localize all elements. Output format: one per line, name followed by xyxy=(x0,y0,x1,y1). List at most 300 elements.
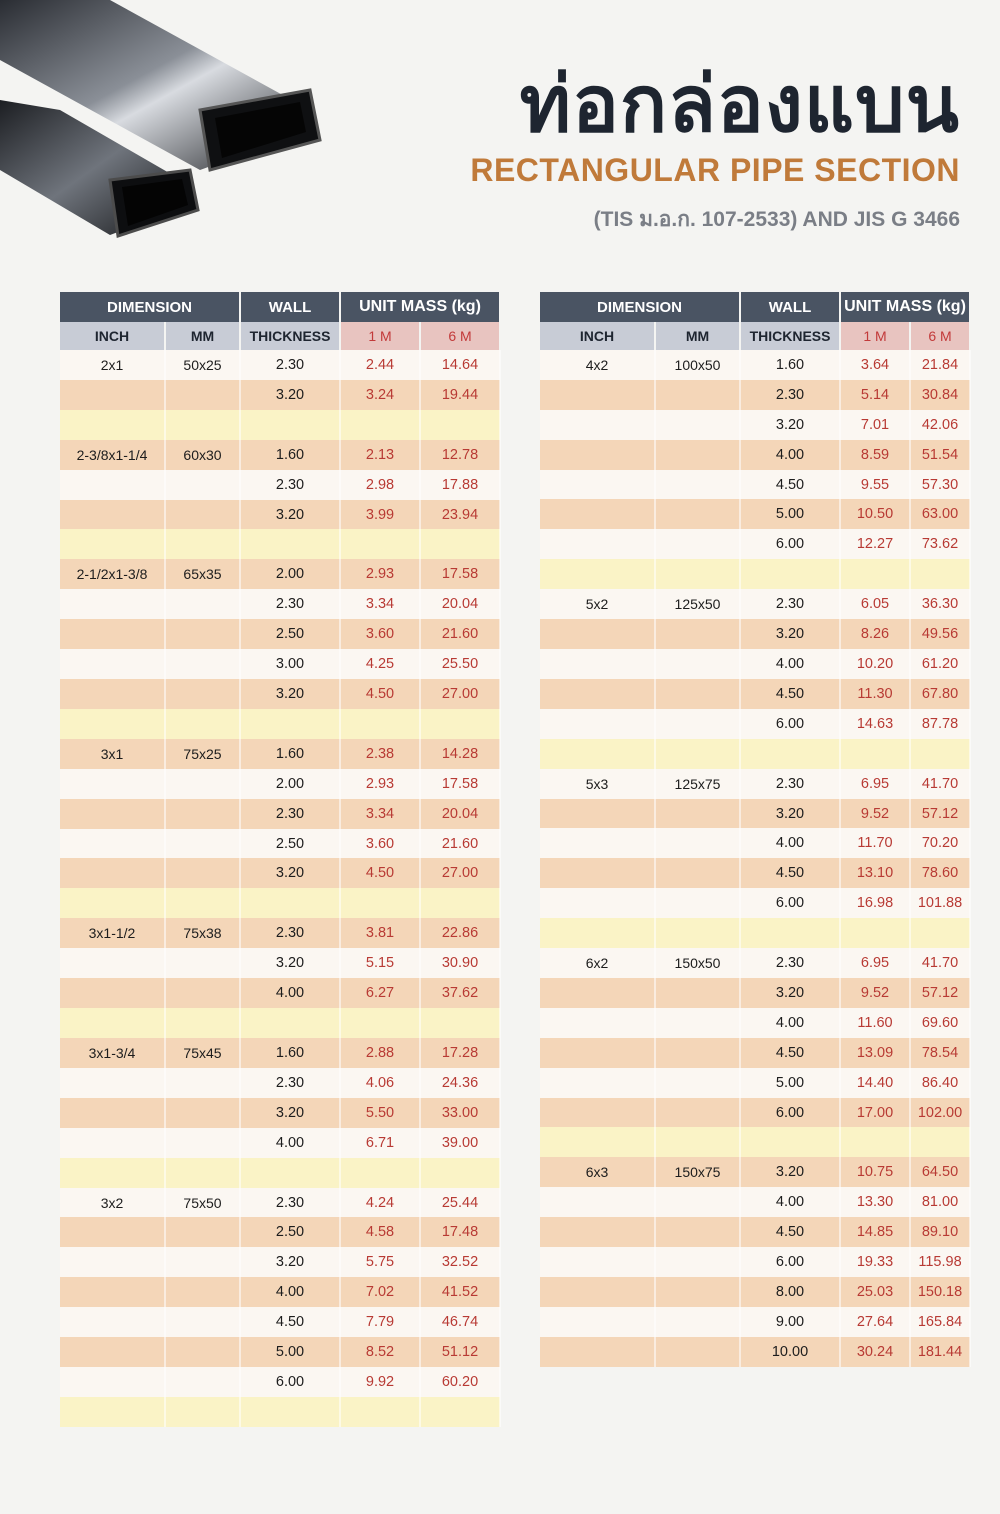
cell-mass-1m: 6.71 xyxy=(340,1128,420,1158)
spacer-row xyxy=(60,1158,500,1188)
spacer-cell xyxy=(340,1397,420,1427)
cell-wall-thickness: 4.00 xyxy=(740,1008,840,1038)
table-row xyxy=(60,1307,500,1337)
cell-mm xyxy=(165,948,240,978)
cell-mass-6m: 17.58 xyxy=(420,769,500,799)
table-row xyxy=(60,978,500,1008)
cell-inch: 2-3/8x1-1/4 xyxy=(60,440,165,470)
cell-mass-1m: 3.81 xyxy=(340,918,420,948)
cell-mass-6m: 22.86 xyxy=(420,918,500,948)
cell-inch xyxy=(540,799,655,829)
cell-wall-thickness: 4.00 xyxy=(740,1187,840,1217)
spacer-row xyxy=(60,529,500,559)
cell-mm xyxy=(165,470,240,500)
cell-mm xyxy=(655,799,740,829)
header-inch: INCH xyxy=(60,322,165,350)
cell-mm xyxy=(655,410,740,440)
cell-mass-6m: 101.88 xyxy=(910,888,970,918)
table-row xyxy=(540,1008,970,1038)
cell-mass-1m: 6.27 xyxy=(340,978,420,1008)
table-row xyxy=(540,440,970,470)
cell-mm xyxy=(655,380,740,410)
cell-mm: 50x25 xyxy=(165,350,240,380)
spacer-cell xyxy=(240,1158,340,1188)
cell-mm: 75x25 xyxy=(165,739,240,769)
header-dimension: DIMENSION xyxy=(540,292,740,322)
spacer-cell xyxy=(420,888,500,918)
spacer-row xyxy=(540,918,970,948)
table-row xyxy=(540,619,970,649)
cell-wall-thickness: 4.50 xyxy=(740,858,840,888)
cell-mass-1m: 30.24 xyxy=(840,1337,910,1367)
spacer-cell xyxy=(910,1127,970,1157)
cell-mass-6m: 102.00 xyxy=(910,1098,970,1128)
table-row xyxy=(60,679,500,709)
cell-wall-thickness: 6.00 xyxy=(740,1247,840,1277)
cell-inch xyxy=(60,1277,165,1307)
cell-wall-thickness: 3.20 xyxy=(240,1247,340,1277)
cell-mm: 150x75 xyxy=(655,1157,740,1187)
cell-wall-thickness: 2.30 xyxy=(240,589,340,619)
header-unit-mass: UNIT MASS (kg) xyxy=(340,292,500,322)
cell-mm xyxy=(165,1247,240,1277)
cell-inch xyxy=(60,978,165,1008)
cell-mm xyxy=(655,858,740,888)
cell-inch xyxy=(60,799,165,829)
cell-inch xyxy=(60,380,165,410)
cell-inch xyxy=(540,470,655,500)
spacer-cell xyxy=(165,1158,240,1188)
table-row xyxy=(60,1217,500,1247)
cell-mass-6m: 21.60 xyxy=(420,829,500,859)
cell-mass-6m: 32.52 xyxy=(420,1247,500,1277)
title-en: RECTANGULAR PIPE SECTION xyxy=(470,152,960,188)
cell-wall-thickness: 6.00 xyxy=(740,709,840,739)
header-dimension: DIMENSION xyxy=(60,292,240,322)
cell-inch: 5x2 xyxy=(540,589,655,619)
cell-wall-thickness: 4.50 xyxy=(740,470,840,500)
spacer-cell xyxy=(740,1127,840,1157)
cell-mm: 150x50 xyxy=(655,948,740,978)
cell-mm: 125x50 xyxy=(655,589,740,619)
cell-mm: 75x50 xyxy=(165,1188,240,1218)
cell-mass-6m: 87.78 xyxy=(910,709,970,739)
table-row xyxy=(540,709,970,739)
cell-mm xyxy=(655,619,740,649)
cell-wall-thickness: 6.00 xyxy=(740,529,840,559)
spacer-cell xyxy=(655,739,740,769)
cell-inch: 3x1 xyxy=(60,739,165,769)
table-body-left xyxy=(60,350,500,1427)
spacer-cell xyxy=(420,410,500,440)
spacer-cell xyxy=(540,559,655,589)
cell-mass-6m: 37.62 xyxy=(420,978,500,1008)
table-row xyxy=(60,559,500,589)
spacer-row xyxy=(60,709,500,739)
cell-mass-1m: 10.75 xyxy=(840,1157,910,1187)
spacer-row xyxy=(540,559,970,589)
cell-mass-6m: 21.60 xyxy=(420,619,500,649)
table-body-right xyxy=(540,350,970,1367)
cell-mm xyxy=(655,1068,740,1098)
cell-mass-1m: 11.70 xyxy=(840,828,910,858)
cell-wall-thickness: 1.60 xyxy=(740,350,840,380)
cell-wall-thickness: 5.00 xyxy=(740,1068,840,1098)
cell-mass-1m: 6.95 xyxy=(840,948,910,978)
header-thickness: THICKNESS xyxy=(740,322,840,350)
cell-wall-thickness: 3.20 xyxy=(740,619,840,649)
cell-wall-thickness: 4.00 xyxy=(740,649,840,679)
cell-mass-6m: 24.36 xyxy=(420,1068,500,1098)
cell-wall-thickness: 3.20 xyxy=(740,799,840,829)
table-row xyxy=(540,1038,970,1068)
spacer-cell xyxy=(910,559,970,589)
table-row xyxy=(60,948,500,978)
cell-mass-1m: 3.24 xyxy=(340,380,420,410)
cell-mass-6m: 57.12 xyxy=(910,799,970,829)
cell-wall-thickness: 2.30 xyxy=(240,470,340,500)
header-1m: 1 M xyxy=(340,322,420,350)
header-inch: INCH xyxy=(540,322,655,350)
cell-mm xyxy=(165,380,240,410)
table-row xyxy=(60,470,500,500)
cell-inch: 6x2 xyxy=(540,948,655,978)
table-row xyxy=(60,1337,500,1367)
table-row xyxy=(540,1217,970,1247)
standard-note: (TIS ม.อ.ก. 107-2533) AND JIS G 3466 xyxy=(593,208,960,231)
cell-mass-6m: 39.00 xyxy=(420,1128,500,1158)
cell-mass-1m: 4.25 xyxy=(340,649,420,679)
table-row xyxy=(60,649,500,679)
cell-wall-thickness: 2.30 xyxy=(240,1068,340,1098)
cell-mm: 100x50 xyxy=(655,350,740,380)
table-row xyxy=(60,589,500,619)
cell-mass-6m: 30.84 xyxy=(910,380,970,410)
spacer-cell xyxy=(165,410,240,440)
spacer-cell xyxy=(420,709,500,739)
cell-wall-thickness: 6.00 xyxy=(240,1367,340,1397)
cell-inch xyxy=(60,769,165,799)
cell-mass-1m: 8.52 xyxy=(340,1337,420,1367)
spacer-cell xyxy=(240,709,340,739)
cell-mm xyxy=(655,499,740,529)
cell-inch xyxy=(540,1247,655,1277)
cell-mass-1m: 14.40 xyxy=(840,1068,910,1098)
cell-inch xyxy=(540,440,655,470)
cell-mass-1m: 4.58 xyxy=(340,1217,420,1247)
table-row xyxy=(540,858,970,888)
cell-mass-6m: 17.88 xyxy=(420,470,500,500)
cell-mass-6m: 14.64 xyxy=(420,350,500,380)
spacer-row xyxy=(60,1397,500,1427)
spacer-cell xyxy=(910,918,970,948)
table-row xyxy=(540,888,970,918)
spacer-cell xyxy=(840,739,910,769)
cell-mass-6m: 89.10 xyxy=(910,1217,970,1247)
cell-mass-6m: 30.90 xyxy=(420,948,500,978)
table-row xyxy=(540,769,970,799)
cell-mass-6m: 57.30 xyxy=(910,470,970,500)
table-row xyxy=(540,948,970,978)
cell-mass-1m: 6.05 xyxy=(840,589,910,619)
spacer-cell xyxy=(240,1397,340,1427)
cell-wall-thickness: 2.30 xyxy=(740,380,840,410)
spacer-row xyxy=(60,1008,500,1038)
cell-wall-thickness: 4.00 xyxy=(240,1128,340,1158)
spacer-cell xyxy=(420,1158,500,1188)
cell-mm xyxy=(655,828,740,858)
cell-inch xyxy=(60,1307,165,1337)
cell-mass-1m: 7.01 xyxy=(840,410,910,440)
cell-mass-1m: 10.20 xyxy=(840,649,910,679)
cell-wall-thickness: 4.50 xyxy=(240,1307,340,1337)
cell-mass-1m: 4.50 xyxy=(340,679,420,709)
table-row xyxy=(540,679,970,709)
cell-mass-6m: 73.62 xyxy=(910,529,970,559)
spacer-row xyxy=(60,410,500,440)
cell-wall-thickness: 2.50 xyxy=(240,829,340,859)
table-row xyxy=(540,828,970,858)
cell-mm xyxy=(165,1277,240,1307)
cell-mass-6m: 27.00 xyxy=(420,679,500,709)
cell-mm xyxy=(165,649,240,679)
cell-mm xyxy=(165,1367,240,1397)
table-row xyxy=(60,619,500,649)
cell-mass-6m: 23.94 xyxy=(420,500,500,530)
cell-mass-1m: 13.10 xyxy=(840,858,910,888)
cell-mm xyxy=(655,1247,740,1277)
table-row xyxy=(540,1068,970,1098)
cell-mass-6m: 69.60 xyxy=(910,1008,970,1038)
cell-mass-6m: 17.58 xyxy=(420,559,500,589)
spacer-cell xyxy=(60,1158,165,1188)
cell-mass-1m: 4.24 xyxy=(340,1188,420,1218)
table-row xyxy=(60,858,500,888)
table-row xyxy=(60,1038,500,1068)
cell-mm xyxy=(165,769,240,799)
spacer-cell xyxy=(165,1008,240,1038)
cell-mass-6m: 49.56 xyxy=(910,619,970,649)
cell-mass-1m: 11.30 xyxy=(840,679,910,709)
cell-mass-1m: 7.79 xyxy=(340,1307,420,1337)
header-6m: 6 M xyxy=(910,322,970,350)
cell-inch xyxy=(60,679,165,709)
cell-wall-thickness: 1.60 xyxy=(240,739,340,769)
cell-wall-thickness: 8.00 xyxy=(740,1277,840,1307)
cell-wall-thickness: 9.00 xyxy=(740,1307,840,1337)
spacer-cell xyxy=(60,410,165,440)
cell-mass-1m: 10.50 xyxy=(840,499,910,529)
cell-inch xyxy=(60,829,165,859)
cell-inch: 4x2 xyxy=(540,350,655,380)
cell-mass-1m: 3.34 xyxy=(340,799,420,829)
spacer-cell xyxy=(540,739,655,769)
cell-mm xyxy=(165,679,240,709)
spacer-cell xyxy=(420,1008,500,1038)
cell-mass-1m: 2.98 xyxy=(340,470,420,500)
table-row xyxy=(60,1188,500,1218)
cell-mm xyxy=(165,1217,240,1247)
spacer-cell xyxy=(165,1397,240,1427)
cell-inch xyxy=(60,619,165,649)
cell-mass-6m: 19.44 xyxy=(420,380,500,410)
cell-inch: 2-1/2x1-3/8 xyxy=(60,559,165,589)
cell-inch: 3x1-1/2 xyxy=(60,918,165,948)
cell-wall-thickness: 4.00 xyxy=(740,440,840,470)
cell-mass-6m: 70.20 xyxy=(910,828,970,858)
cell-inch: 3x1-3/4 xyxy=(60,1038,165,1068)
cell-inch xyxy=(540,1068,655,1098)
cell-mass-1m: 3.60 xyxy=(340,829,420,859)
cell-mm: 125x75 xyxy=(655,769,740,799)
cell-mass-6m: 20.04 xyxy=(420,589,500,619)
spacer-cell xyxy=(60,709,165,739)
cell-wall-thickness: 2.50 xyxy=(240,1217,340,1247)
spacer-cell xyxy=(420,529,500,559)
cell-mass-1m: 3.99 xyxy=(340,500,420,530)
spacer-cell xyxy=(655,1127,740,1157)
cell-mass-6m: 27.00 xyxy=(420,858,500,888)
header-thickness: THICKNESS xyxy=(240,322,340,350)
table-row xyxy=(540,649,970,679)
table-row xyxy=(60,829,500,859)
cell-mm xyxy=(165,1337,240,1367)
cell-inch xyxy=(60,500,165,530)
cell-inch xyxy=(540,828,655,858)
cell-mm xyxy=(655,470,740,500)
cell-mm xyxy=(165,500,240,530)
cell-wall-thickness: 3.20 xyxy=(240,380,340,410)
cell-mass-1m: 13.09 xyxy=(840,1038,910,1068)
spacer-cell xyxy=(60,1397,165,1427)
spacer-cell xyxy=(840,559,910,589)
cell-mass-6m: 64.50 xyxy=(910,1157,970,1187)
cell-mm xyxy=(655,1217,740,1247)
cell-wall-thickness: 2.30 xyxy=(740,589,840,619)
cell-wall-thickness: 3.20 xyxy=(740,978,840,1008)
table-row xyxy=(60,918,500,948)
table-row xyxy=(60,380,500,410)
table-row xyxy=(540,499,970,529)
cell-wall-thickness: 3.20 xyxy=(740,1157,840,1187)
cell-mass-1m: 3.64 xyxy=(840,350,910,380)
cell-mm: 75x45 xyxy=(165,1038,240,1068)
spacer-cell xyxy=(840,1127,910,1157)
cell-mm xyxy=(165,589,240,619)
cell-mass-6m: 115.98 xyxy=(910,1247,970,1277)
cell-mm xyxy=(655,888,740,918)
cell-wall-thickness: 2.50 xyxy=(240,619,340,649)
cell-mass-1m: 27.64 xyxy=(840,1307,910,1337)
cell-wall-thickness: 10.00 xyxy=(740,1337,840,1367)
cell-mm xyxy=(655,529,740,559)
table-row xyxy=(60,739,500,769)
spacer-row xyxy=(540,1127,970,1157)
cell-wall-thickness: 3.20 xyxy=(240,1098,340,1128)
cell-mass-1m: 5.15 xyxy=(340,948,420,978)
table-row xyxy=(540,1307,970,1337)
cell-inch xyxy=(540,499,655,529)
cell-inch xyxy=(60,1367,165,1397)
cell-inch xyxy=(540,978,655,1008)
cell-mass-1m: 17.00 xyxy=(840,1098,910,1128)
cell-inch: 5x3 xyxy=(540,769,655,799)
table-row xyxy=(540,978,970,1008)
spacer-cell xyxy=(740,918,840,948)
table-row xyxy=(60,1128,500,1158)
cell-mass-6m: 46.74 xyxy=(420,1307,500,1337)
cell-mass-6m: 41.70 xyxy=(910,769,970,799)
table-row xyxy=(540,1277,970,1307)
table-row xyxy=(60,799,500,829)
spacer-cell xyxy=(60,529,165,559)
cell-mass-1m: 9.52 xyxy=(840,978,910,1008)
cell-mm xyxy=(655,1277,740,1307)
table-row xyxy=(540,1247,970,1277)
cell-inch xyxy=(540,888,655,918)
spacer-cell xyxy=(165,529,240,559)
cell-inch xyxy=(540,1098,655,1128)
table-row xyxy=(540,1337,970,1367)
table-row xyxy=(60,1098,500,1128)
cell-mass-6m: 60.20 xyxy=(420,1367,500,1397)
cell-mm xyxy=(655,1187,740,1217)
spec-table-right xyxy=(540,292,971,1367)
spacer-cell xyxy=(240,1008,340,1038)
table-row xyxy=(540,799,970,829)
cell-inch xyxy=(540,1337,655,1367)
table-row xyxy=(540,350,970,380)
table-row xyxy=(60,1247,500,1277)
table-row xyxy=(540,380,970,410)
cell-mass-6m: 25.44 xyxy=(420,1188,500,1218)
title-block xyxy=(470,60,960,236)
cell-wall-thickness: 2.30 xyxy=(740,948,840,978)
cell-mass-1m: 9.92 xyxy=(340,1367,420,1397)
cell-inch: 3x2 xyxy=(60,1188,165,1218)
cell-wall-thickness: 2.30 xyxy=(240,918,340,948)
spacer-cell xyxy=(340,410,420,440)
cell-mass-1m: 2.93 xyxy=(340,559,420,589)
spacer-cell xyxy=(165,888,240,918)
spacer-cell xyxy=(540,918,655,948)
cell-wall-thickness: 3.20 xyxy=(240,500,340,530)
spacer-cell xyxy=(340,1008,420,1038)
cell-mass-1m: 2.44 xyxy=(340,350,420,380)
cell-inch xyxy=(60,858,165,888)
cell-inch xyxy=(60,1098,165,1128)
cell-wall-thickness: 3.20 xyxy=(740,410,840,440)
cell-mass-1m: 9.55 xyxy=(840,470,910,500)
cell-mass-1m: 2.88 xyxy=(340,1038,420,1068)
cell-wall-thickness: 3.00 xyxy=(240,649,340,679)
cell-mass-1m: 3.60 xyxy=(340,619,420,649)
cell-mass-6m: 81.00 xyxy=(910,1187,970,1217)
cell-mass-6m: 36.30 xyxy=(910,589,970,619)
cell-mass-6m: 86.40 xyxy=(910,1068,970,1098)
cell-wall-thickness: 4.00 xyxy=(240,978,340,1008)
cell-wall-thickness: 3.20 xyxy=(240,679,340,709)
table-row xyxy=(60,440,500,470)
spacer-cell xyxy=(740,559,840,589)
cell-mm xyxy=(655,440,740,470)
cell-wall-thickness: 4.50 xyxy=(740,1217,840,1247)
spacer-cell xyxy=(60,888,165,918)
cell-mm xyxy=(655,1008,740,1038)
cell-wall-thickness: 2.30 xyxy=(740,769,840,799)
spacer-cell xyxy=(240,410,340,440)
cell-mass-6m: 33.00 xyxy=(420,1098,500,1128)
